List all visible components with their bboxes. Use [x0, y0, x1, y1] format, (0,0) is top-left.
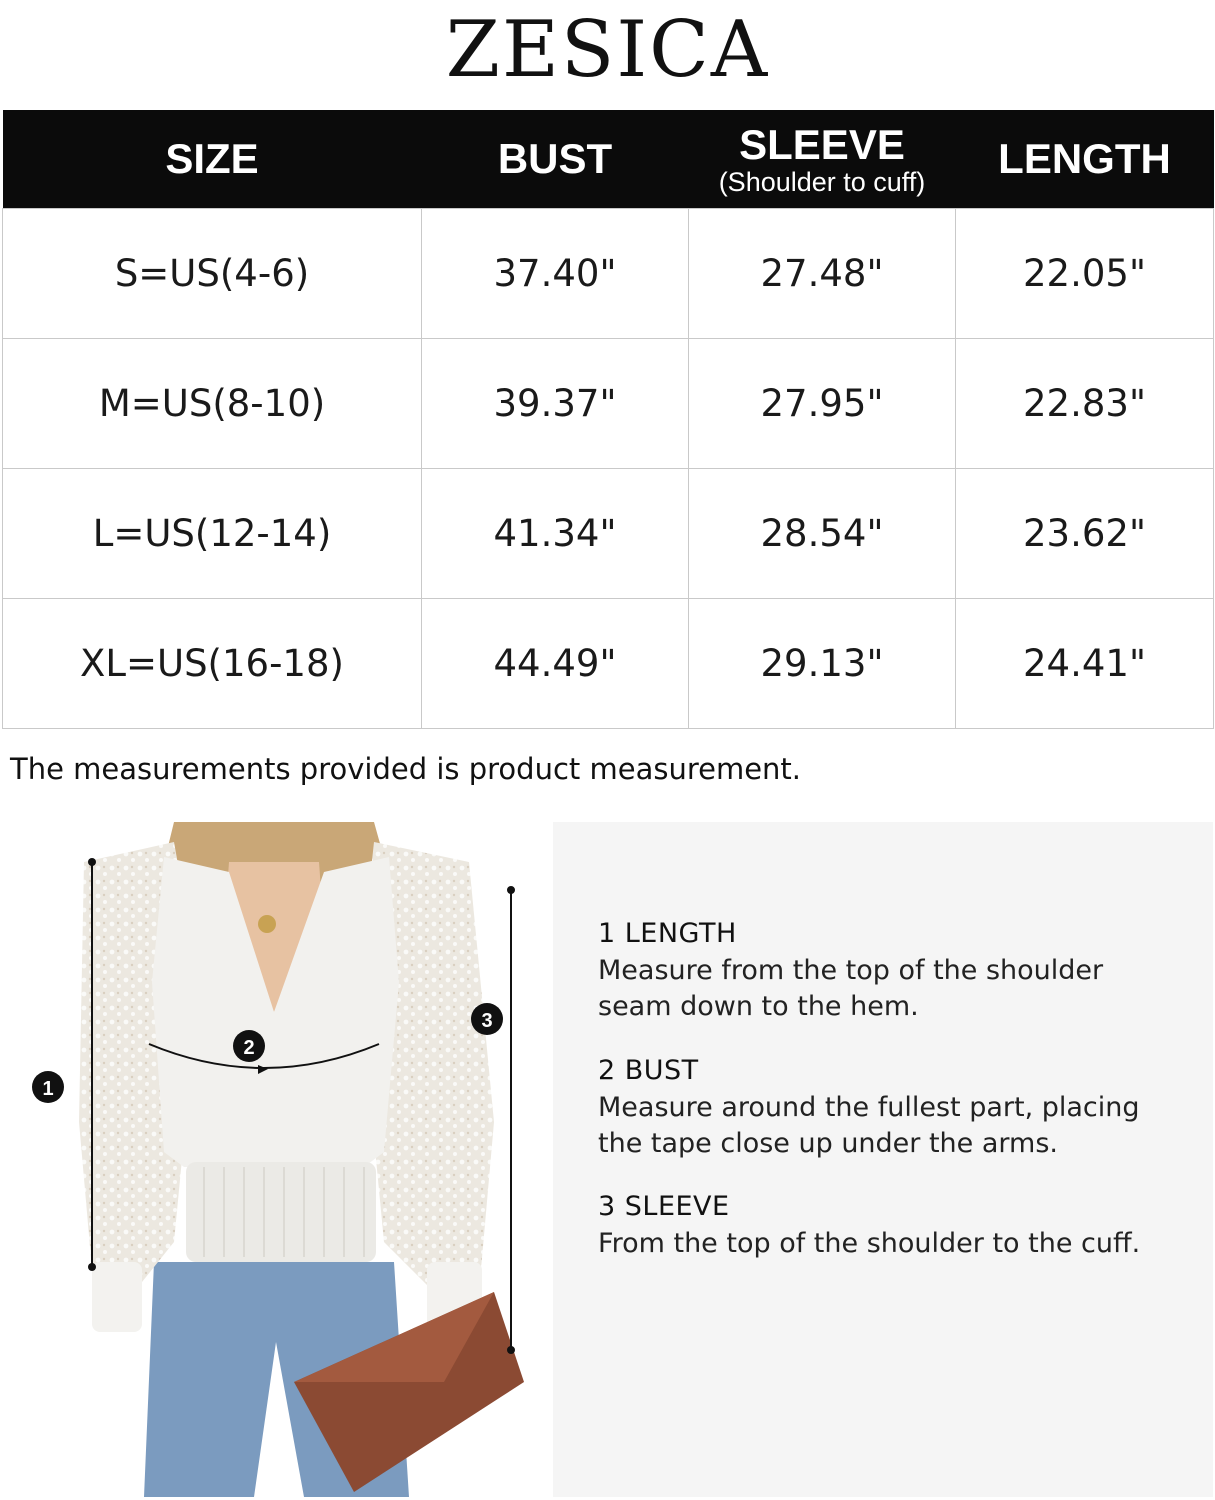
header-size: SIZE [3, 110, 422, 209]
header-sleeve-sub: (Shoulder to cuff) [718, 166, 926, 197]
guide-line: Measure around the fullest part, placing [598, 1092, 1140, 1123]
guide-bust [598, 1055, 1198, 1162]
cell-size: L=US(12-14) [3, 469, 422, 599]
header-length: LENGTH [956, 110, 1214, 209]
cell-bust: 41.34" [422, 469, 689, 599]
header-bust: BUST [422, 110, 689, 209]
cell-sleeve: 29.13" [689, 599, 956, 729]
guide-length [598, 918, 1198, 1025]
table-row [3, 599, 1214, 729]
svg-text:2: 2 [243, 1037, 255, 1059]
product-photo [24, 822, 530, 1497]
cell-bust: 37.40" [422, 209, 689, 339]
left-cuff [92, 1262, 142, 1332]
guide-description [598, 1090, 1198, 1162]
guide-line: seam down to the hem. [598, 991, 919, 1022]
guide-sleeve [598, 1191, 1198, 1262]
header-sleeve [689, 110, 956, 209]
guide-line: the tape close up under the arms. [598, 1128, 1058, 1159]
guide-description [598, 1226, 1198, 1262]
cell-length: 22.83" [956, 339, 1214, 469]
necklace-pendant [258, 915, 276, 933]
svg-text:1: 1 [42, 1078, 54, 1100]
cell-length: 22.05" [956, 209, 1214, 339]
guide-line: From the top of the shoulder to the cuff. [598, 1228, 1141, 1259]
table-row [3, 339, 1214, 469]
cell-sleeve: 27.48" [689, 209, 956, 339]
table-row [3, 209, 1214, 339]
marker-2 [233, 1030, 265, 1062]
marker-3 [471, 1003, 503, 1035]
cell-sleeve: 27.95" [689, 339, 956, 469]
table-header-row [3, 110, 1214, 209]
cell-bust: 39.37" [422, 339, 689, 469]
measurement-note: The measurements provided is product measurement. [10, 752, 802, 786]
guide-line: Measure from the top of the shoulder [598, 955, 1104, 986]
size-chart-table [2, 110, 1214, 729]
cell-length: 23.62" [956, 469, 1214, 599]
table-row [3, 469, 1214, 599]
cell-bust: 44.49" [422, 599, 689, 729]
measurement-guide-panel [553, 822, 1213, 1497]
cell-sleeve: 28.54" [689, 469, 956, 599]
guide-description [598, 953, 1198, 1025]
cell-length: 24.41" [956, 599, 1214, 729]
cell-size: S=US(4-6) [3, 209, 422, 339]
brand-logo: ZESICA [445, 5, 770, 95]
guide-heading: 2 BUST [598, 1055, 699, 1086]
header-sleeve-label: SLEEVE [739, 120, 905, 168]
cell-size: M=US(8-10) [3, 339, 422, 469]
guide-heading: 3 SLEEVE [598, 1191, 730, 1222]
ribbed-waist [186, 1162, 376, 1262]
svg-text:3: 3 [481, 1010, 493, 1032]
guide-heading: 1 LENGTH [598, 918, 737, 949]
sweater-illustration [24, 822, 530, 1497]
cell-size: XL=US(16-18) [3, 599, 422, 729]
marker-1 [32, 1071, 64, 1103]
